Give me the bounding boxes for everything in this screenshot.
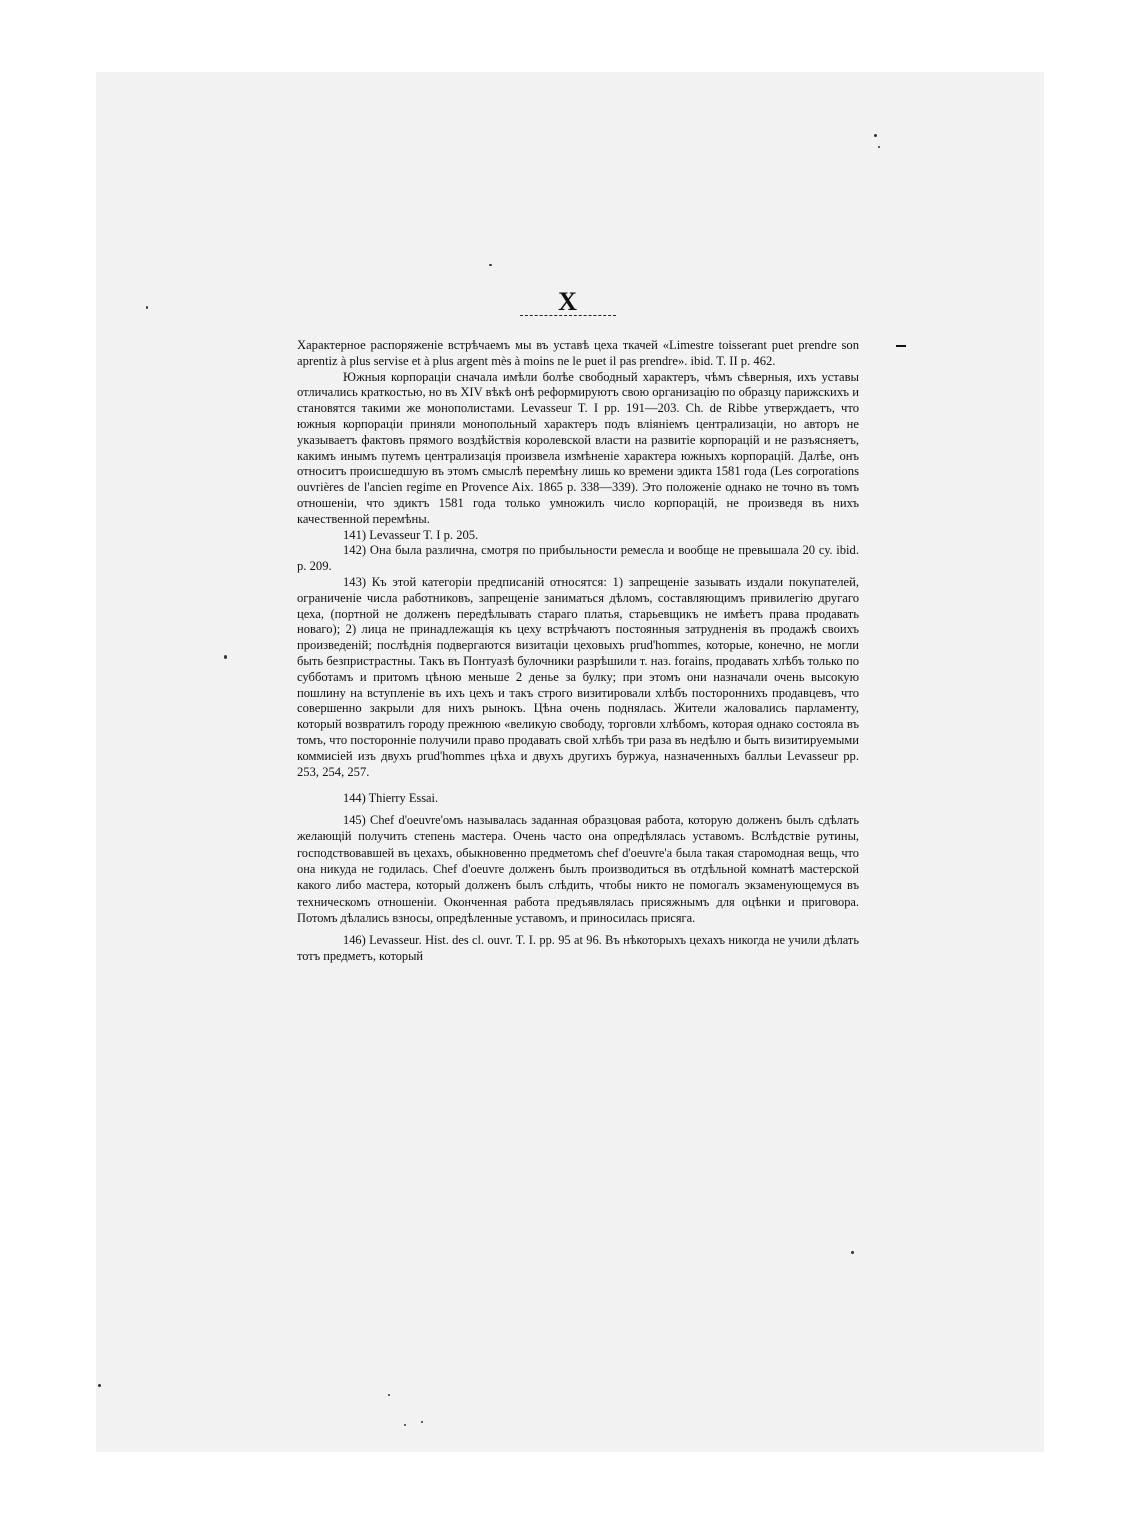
footnotes-block — [297, 338, 859, 964]
scan-speck — [489, 264, 492, 266]
note-143: 143) Къ этой категоріи предписаній относятся: 1) запрещеніе зазывать издали покупателей, ограниченіе числа работниковъ, запрещеніе заниматься дѣломъ, составляющимъ привилегію другаго цеха, (портной не долженъ передѣлывать стараго платья, старьевщикъ не имѣетъ права продавать новаго); 2) лица не принадлежащія къ цеху встрѣчаютъ постоянныя затрудненія въ продажѣ своихъ произведеній; послѣднія подвергаются визитаціи цеховыхъ prud'hommes, которые, конечно, не могли быть безпристрастны. Такъ въ Понтуазѣ булочники разрѣшили т. наз. forains, продавать хлѣбъ только по субботамъ и притомъ цѣною меньше 2 денье за булку; при этомъ они назначали очень высокую пошлину на вступленіе въ ихъ цехъ и такъ строго визитировали хлѣбъ постороннихъ продавцевъ, что совершенно закрыли для нихъ рынокъ. Цѣна очень поднялась. Жители жаловались парламенту, который возвратилъ городу прежнюю «великую свободу, торговли хлѣбомъ, которая однако состояла въ томъ, что посторонніе получили право продавать свой хлѣбъ три раза въ недѣлю и быть визитируемыми коммисіей изъ двухъ prud'hommes цѣха и двухъ другихъ буржуа, назначенныхъ балльи Levasseur pp. 253, 254, 257. — [297, 574, 859, 779]
note-141: 141) Levasseur T. I p. 205. — [343, 527, 479, 542]
note-144: 144) Thierry Essai. — [343, 791, 439, 806]
page-number-rule — [520, 315, 616, 318]
scan-speck — [851, 1251, 854, 1254]
note-145: 145) Chef d'oeuvre'омъ называлась заданная образцовая работа, которую долженъ былъ сдѣлать желающій получить степень мастера. Очень часто она опредѣлялась уставомъ. Вслѣдствіе рутины, господствовавшей въ цехахъ, обыкновенно предметомъ chef d'oeuvre'а была такая старомодная вещь, что она никуда не годилась. Chef d'oeuvre долженъ былъ производиться въ отдѣльной комнатѣ мастерской какого либо мастера, который долженъ былъ слѣдить, чтобы никто не помогалъ экзаменующемуся въ техническомъ отношеніи. Оконченная работа предъявлялась присяжнымъ для оцѣнки и приговора. Потомъ дѣлались взносы, опредѣленные уставомъ, и приносилась присяга. — [297, 812, 859, 926]
note-southern-corporations: Южныя корпораціи сначала имѣли болѣе свободный характеръ, чѣмъ сѣверныя, ихъ уставы отличались краткостью, но въ XIV вѣкѣ онѣ реформируютъ свою организацію по образцу парижскихъ и становятся такими же монополистами. Levasseur T. I pp. 191—203. Ch. de Ribbe утверждаетъ, что южныя корпораціи приняли монопольный характеръ подъ вліяніемъ централизаціи, но авторъ не указываетъ фактовъ прямого воздѣйствія королевской власти на развитіе корпорацій и не разъясняетъ, какимъ инымъ путемъ централизація произвела измѣненіе характера южныхъ корпорацій. Далѣе, онъ относитъ происшедшую въ этомъ смыслѣ перемѣну лишь ко времени эдикта 1581 года (Les corporations ouvrières de l'ancien regime en Provence Aix. 1865 p. 338—339). Это положеніе однако не точно въ томъ отношеніи, что эдиктъ 1581 года только умножилъ число корпорацій, не произведя въ нихъ качественной перемѣны. — [297, 369, 859, 526]
page-number: X — [558, 287, 578, 316]
scan-speck — [224, 655, 227, 659]
note-146: 146) Levasseur. Hist. des cl. ouvr. T. I. pp. 95 at 96. Въ нѣкоторыхъ цехахъ никогда не учили дѣлать тотъ предметъ, который — [297, 932, 859, 963]
scan-speck — [874, 134, 877, 137]
note-continuation: Характерное распоряженіе встрѣчаемъ мы въ уставѣ цеха ткачей «Limestre toisserant puet prendre son aprentiz à plus servise et à plus argent mès à moins ne le puet il pas prendre». ibid. T. II p. 462. — [297, 338, 859, 368]
scan-speck — [404, 1424, 406, 1426]
scan-speck — [878, 146, 880, 148]
note-142: 142) Она была различна, смотря по прибыльности ремесла и вообще не превышала 20 су. ibid. p. 209. — [297, 543, 859, 574]
scan-mark — [896, 345, 906, 347]
scan-speck — [98, 1384, 101, 1387]
scan-speck — [388, 1394, 390, 1396]
scan-speck — [146, 306, 148, 309]
scan-speck — [421, 1421, 423, 1423]
